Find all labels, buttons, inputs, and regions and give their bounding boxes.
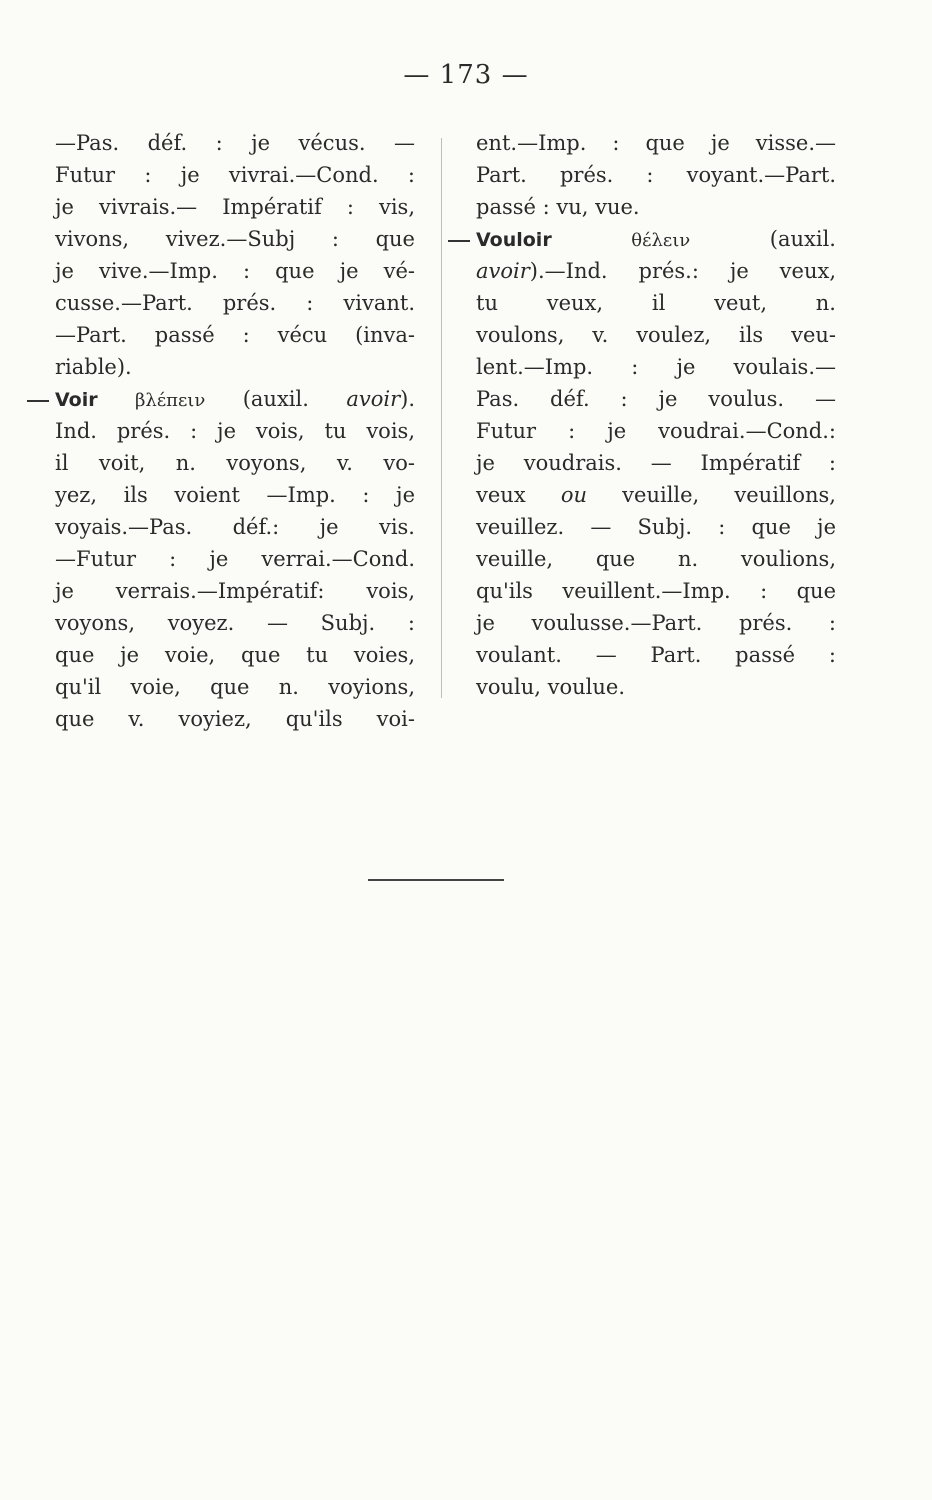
left-column xyxy=(55,127,415,735)
text-line: Part. prés. : voyant.—Part. xyxy=(476,163,836,187)
text-line: Futur : je vivrai.—Cond. : xyxy=(55,163,415,187)
text-line: veuille, que n. voulions, xyxy=(476,547,836,571)
greek-word: βλέπειν xyxy=(135,390,206,411)
auxil-verb: avoir xyxy=(476,259,530,283)
section-end-rule xyxy=(368,879,504,881)
text-line: je vive.—Imp. : que je vé- xyxy=(55,259,415,283)
column-divider xyxy=(441,138,442,698)
greek-word: θέλειν xyxy=(631,230,691,251)
text-span: veuille, veuillons, xyxy=(622,483,836,507)
page-number: — 173 — xyxy=(403,60,529,90)
text-line: Futur : je voudrai.—Cond.: xyxy=(476,419,836,443)
auxil-verb: avoir xyxy=(346,387,401,411)
text-line: qu'il voie, que n. voyions, xyxy=(55,675,415,699)
text-line: yez, ils voient —Imp. : je xyxy=(55,483,415,507)
text-line-ou xyxy=(476,479,836,511)
text-line: veuillez. — Subj. : que je xyxy=(476,515,836,539)
text-line: que v. voyiez, qu'ils voi- xyxy=(55,707,415,731)
auxil-label: (auxil. xyxy=(242,387,309,411)
text-line: —Part. passé : vécu (inva- xyxy=(55,323,415,347)
text-line: qu'ils veuillent.—Imp. : que xyxy=(476,579,836,603)
text-line-avoir xyxy=(476,255,836,287)
text-line: cusse.—Part. prés. : vivant. xyxy=(55,291,415,315)
text-line: je voudrais. — Impératif : xyxy=(476,451,836,475)
italic-conjunction: ou xyxy=(560,483,587,507)
text-span: ).—Ind. prés.: je veux, xyxy=(529,259,836,283)
text-line: je vivrais.— Impératif : vis, xyxy=(55,195,415,219)
text-line: —Pas. déf. : je vécus. — xyxy=(55,131,415,155)
entry-dash-icon xyxy=(448,240,470,242)
right-column xyxy=(476,127,836,703)
text-line: —Futur : je verrai.—Cond. xyxy=(55,547,415,571)
text-line: passé : vu, vue. xyxy=(476,195,640,219)
text-line: ent.—Imp. : que je visse.— xyxy=(476,131,836,155)
text-line: que je voie, que tu voies, xyxy=(55,643,415,667)
text-line: tu veux, il veut, n. xyxy=(476,291,836,315)
text-line: voulant. — Part. passé : xyxy=(476,643,836,667)
text-line: Pas. déf. : je voulus. — xyxy=(476,387,836,411)
text-line: Ind. prés. : je vois, tu vois, xyxy=(55,419,415,443)
text-line: je verrais.—Impératif: vois, xyxy=(55,579,415,603)
entry-voir xyxy=(55,383,415,415)
text-line: voulons, v. voulez, ils veu- xyxy=(476,323,836,347)
entry-vouloir xyxy=(476,223,836,255)
text-span: veux xyxy=(476,483,526,507)
entry-word-vouloir: Vouloir xyxy=(476,229,552,251)
entry-word-voir: Voir xyxy=(55,389,98,411)
auxil-close: ). xyxy=(400,387,415,411)
text-line: voulu, voulue. xyxy=(476,675,625,699)
auxil-label: (auxil. xyxy=(769,227,836,251)
text-line: riable). xyxy=(55,355,132,379)
text-line: lent.—Imp. : je voulais.— xyxy=(476,355,836,379)
text-line: voyons, voyez. — Subj. : xyxy=(55,611,415,635)
text-line: vivons, vivez.—Subj : que xyxy=(55,227,415,251)
text-line: voyais.—Pas. déf.: je vis. xyxy=(55,515,415,539)
entry-dash-icon xyxy=(27,400,49,402)
text-line: il voit, n. voyons, v. vo- xyxy=(55,451,415,475)
text-line: je voulusse.—Part. prés. : xyxy=(476,611,836,635)
